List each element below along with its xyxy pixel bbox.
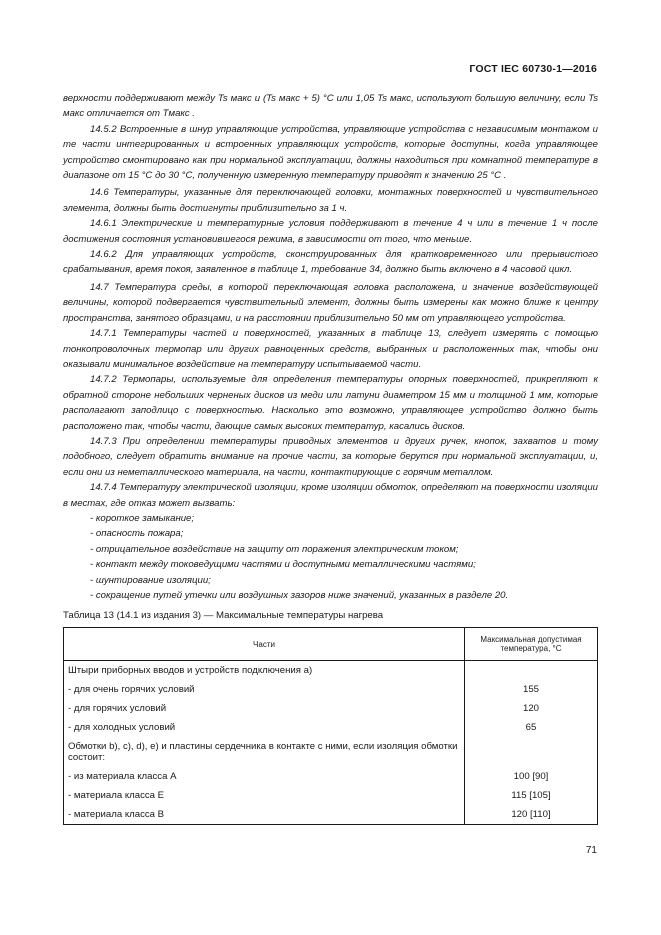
value-cell: 120 [110] [465,805,598,825]
paragraph: 14.5.2 Встроенные в шнур управляющие устройства, управляющие устройства с независимым монтажом и те части интегрированных и встроенных управляющих устройств, которые доступны, когда управляющее устройство смонтировано как при нормальной эксплуатации, должны находиться при комнатной температуре в диапазоне от 15 °C до 30 °C, полученную измеренную температуру приводят к значению 25 °C . [63,123,598,182]
standard-header: ГОСТ IEC 60730-1—2016 [469,63,597,75]
value-cell: 115 [105] [465,786,598,805]
part-cell: - из материала класса A [64,767,465,786]
part-cell: - материала класса B [64,805,465,825]
paragraph: 14.6 Температуры, указанные для переключающей головки, монтажных поверхностей и чувствительного элемента, должны быть достигнуты приблизительно за 1 ч. [63,187,598,214]
table-row [64,718,598,737]
list-item: - опасность пожара; [90,528,184,540]
part-cell: - материала класса E [64,786,465,805]
paragraph: 14.7.1 Температуры частей и поверхностей, указанных в таблице 13, следует измерять с помощью тонкопроволочных термопар или других равноценных средств, выбранных и расположенных так, чтобы они оказывали минимальное воздействие на температуру испытываемой части. [63,328,598,370]
value-cell: 100 [90] [465,767,598,786]
paragraph: 14.7.2 Термопары, используемые для определения температуры опорных поверхностей, прикрепляют к обратной стороне небольших черненых дисков из меди или латуни диаметром 15 мм и толщиной 1 мм, которые располагают заподлицо с поверхностью. Насколько это возможно, управляющее устройство должно быть расположено так, чтобы части, дающие самых высоких температур, касались дисков. [63,374,598,432]
table-header-row [64,628,598,661]
value-cell [465,737,598,767]
part-cell: - для холодных условий [64,718,465,737]
table-row [64,661,598,681]
value-cell: 155 [465,680,598,699]
temperature-table [63,627,598,825]
part-cell: Штыри приборных вводов и устройств подключения a) [64,661,465,681]
table-row [64,805,598,825]
paragraph: 14.7 Температура среды, в которой переключающая головка расположена, и значение воздействующей величины, которой подвергается чувствительный элемент, должны быть измерены как можно ближе к центру пространства, занятого образцами, и на расстоянии приблизительно 50 мм от управляющего устройства. [63,281,598,324]
page-number: 71 [585,845,597,856]
body-text [63,91,598,603]
table-caption: Таблица 13 (14.1 из издания 3) — Максимальные температуры нагрева [63,610,384,621]
paragraph: 14.7.4 Температуру электрической изоляции, кроме изоляции обмоток, определяют на поверхности изоляции в местах, где отказ может вызвать: [63,482,598,509]
list-item: - шунтирование изоляции; [90,574,211,586]
table-row [64,699,598,718]
list-item: - короткое замыкание; [90,512,195,524]
col-header-max-temp: Максимальная допустимая температура, °C [465,628,598,661]
value-cell [465,661,598,681]
paragraph: 14.7.3 При определении температуры приводных элементов и других ручек, кнопок, захватов и тому подобного, следует обратить внимание на прочие части, за которые берутся при нормальной эксплуатации, и, если они из неметаллического материала, на части, контактирующие с горячим металлом. [63,435,598,478]
value-cell: 120 [465,699,598,718]
list-item: - контакт между токоведущими частями и доступными металлическими частями; [90,559,476,571]
paragraph: 14.6.1 Электрические и температурные условия поддерживают в течение 4 ч или в течение 1 ч после достижения состояния установившегося режима, в зависимости от того, что меньше. [63,218,598,245]
paragraph: 14.6.2 Для управляющих устройств, сконструированных для кратковременного или прерывистого срабатывания, время покоя, заявленное в таблице 1, требование 34, должно быть включено в 4 часовой цикл. [63,249,598,276]
table-row [64,680,598,699]
part-cell: Обмотки b), c), d), e) и пластины сердечника в контакте с ними, если изоляция обмотки состоит: [64,737,465,767]
part-cell: - для очень горячих условий [64,680,465,699]
col-header-parts: Части [64,628,465,661]
list-item: - сокращение путей утечки или воздушных зазоров ниже значений, указанных в разделе 20. [90,590,509,601]
part-cell: - для горячих условий [64,699,465,718]
table-row [64,737,598,767]
list-item: - отрицательное воздействие на защиту от поражения электрическим током; [90,543,459,555]
paragraph: верхности поддерживают между Ts макс и (Ts макс + 5) °C или 1,05 Ts макс, используют большую величину, если Ts макс отличается от Tмакс . [63,93,598,120]
table-row [64,786,598,805]
table-row [64,767,598,786]
value-cell: 65 [465,718,598,737]
